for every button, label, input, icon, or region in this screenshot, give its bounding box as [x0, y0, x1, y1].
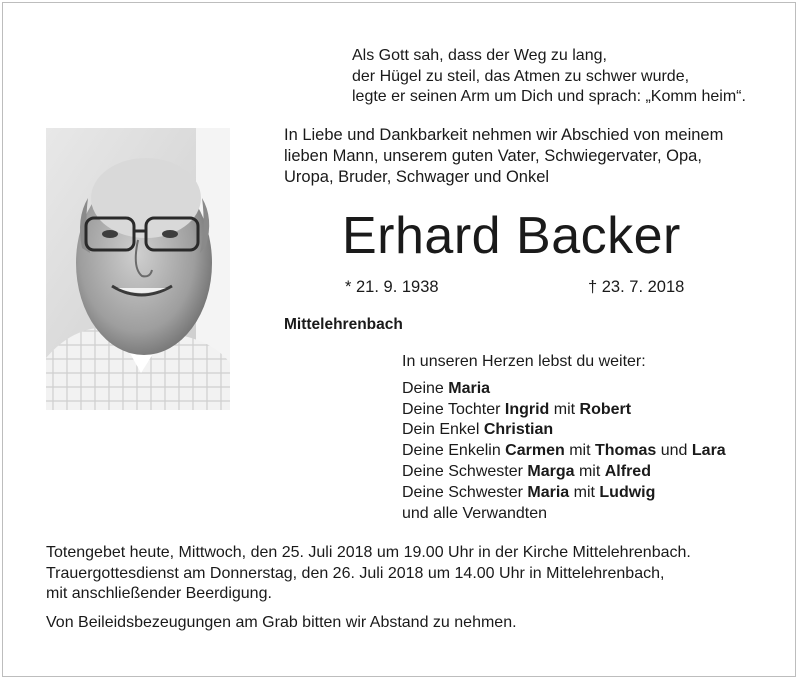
intro-line: In Liebe und Dankbarkeit nehmen wir Abschied von meinem	[284, 126, 724, 144]
family-list	[402, 352, 792, 524]
intro-text	[284, 125, 784, 188]
service-line: Totengebet heute, Mittwoch, den 25. Juli 2018 um 19.00 Uhr in der Kirche Mittelehrenbach.	[46, 544, 691, 561]
family-closing: und alle Verwandten	[402, 504, 547, 522]
poem-line: der Hügel zu steil, das Atmen zu schwer wurde,	[352, 67, 690, 85]
hometown: Mittelehrenbach	[284, 316, 403, 333]
family-member-row: Dein Enkel Christian	[402, 421, 554, 439]
family-member-row: Deine Tochter Ingrid mit Robert	[402, 400, 632, 418]
poem-line: legte er seinen Arm um Dich und sprach: „Komm heim“.	[352, 88, 746, 105]
condolence-notice: Von Beileidsbezeugungen am Grab bitten wir Abstand zu nehmen.	[46, 613, 517, 631]
intro-line: Uropa, Bruder, Schwager und Onkel	[284, 168, 550, 186]
portrait-photo	[46, 128, 230, 410]
family-lead: In unseren Herzen lebst du weiter:	[402, 353, 646, 370]
family-member-row: Deine Schwester Marga mit Alfred	[402, 462, 651, 480]
family-member-row: Deine Enkelin Carmen mit Thomas und Lara	[402, 442, 726, 460]
service-line: Trauergottesdienst am Donnerstag, den 26. Juli 2018 um 14.00 Uhr in Mittelehrenbach,	[46, 564, 665, 582]
intro-line: lieben Mann, unserem guten Vater, Schwiegervater, Opa,	[284, 147, 702, 165]
poem	[352, 46, 792, 108]
family-member-row: Deine Schwester Maria mit Ludwig	[402, 483, 656, 501]
poem-line: Als Gott sah, dass der Weg zu lang,	[352, 47, 607, 64]
deceased-name: Erhard Backer	[342, 207, 681, 265]
family-member-row: Deine Maria	[402, 379, 491, 397]
death-date: † 23. 7. 2018	[588, 278, 685, 296]
service-info	[46, 543, 786, 633]
service-line: mit anschließender Beerdigung.	[46, 585, 272, 602]
birth-date: * 21. 9. 1938	[345, 278, 439, 296]
